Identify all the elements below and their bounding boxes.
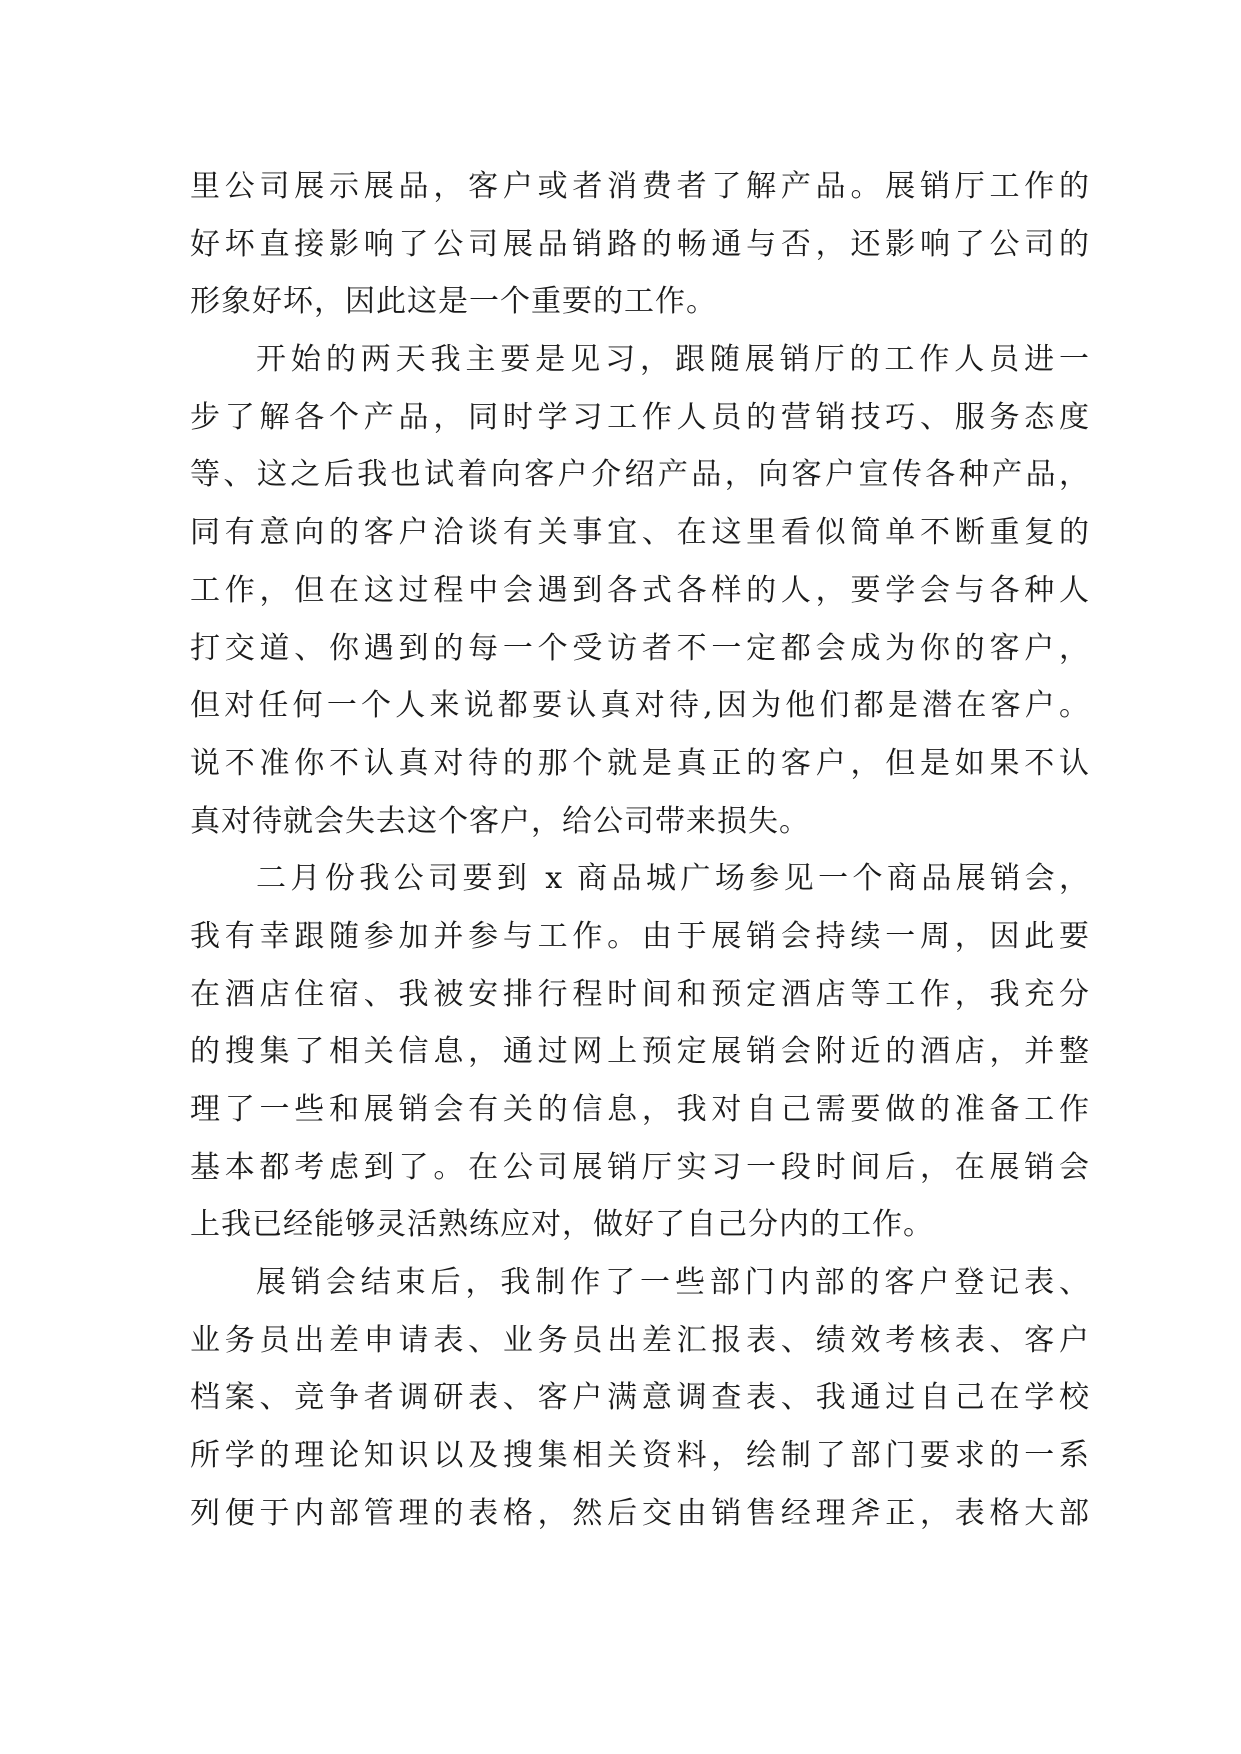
- text-line: 工作，但在这过程中会遇到各式各样的人，要学会与各种人: [190, 572, 1090, 608]
- text-line: 所学的理论知识以及搜集相关资料，绘制了部门要求的一系: [190, 1438, 1090, 1474]
- body-text: [190, 158, 1090, 1543]
- text-line: 我有幸跟随参加并参与工作。由于展销会持续一周，因此要: [190, 918, 1090, 954]
- text-line: 里公司展示展品，客户或者消费者了解产品。展销厅工作的: [190, 169, 1090, 204]
- text-line: 业务员出差申请表、业务员出差汇报表、绩效考核表、客户: [190, 1322, 1090, 1358]
- text-line: 上我已经能够灵活熟练应对，做好了自己分内的工作。: [190, 1207, 934, 1243]
- text-line: 二月份我公司要到 x 商品城广场参见一个商品展销会，: [256, 861, 1090, 897]
- text-line: 开始的两天我主要是见习，跟随展销厅的工作人员进一: [256, 342, 1090, 378]
- text-line: 等、这之后我也试着向客户介绍产品，向客户宣传各种产品，: [190, 457, 1090, 493]
- text-line: 打交道、你遇到的每一个受访者不一定都会成为你的客户，: [190, 630, 1090, 666]
- text-line: 的搜集了相关信息，通过网上预定展销会附近的酒店，并整: [190, 1034, 1090, 1070]
- text-line: 说不准你不认真对待的那个就是真正的客户，但是如果不认: [190, 745, 1090, 781]
- text-line: 同有意向的客户洽谈有关事宜、在这里看似简单不断重复的: [190, 515, 1090, 551]
- text-line: 列便于内部管理的表格，然后交由销售经理斧正，表格大部: [190, 1495, 1090, 1531]
- text-line: 展销会结束后，我制作了一些部门内部的客户登记表、: [256, 1265, 1090, 1301]
- text-line: 档案、竞争者调研表、客户满意调查表、我通过自己在学校: [190, 1380, 1090, 1416]
- text-line: 真对待就会失去这个客户，给公司带来损失。: [190, 803, 810, 839]
- text-line: 在酒店住宿、我被安排行程时间和预定酒店等工作，我充分: [190, 976, 1090, 1012]
- text-line: 好坏直接影响了公司展品销路的畅通与否，还影响了公司的: [190, 226, 1090, 262]
- text-line: 理了一些和展销会有关的信息，我对自己需要做的准备工作: [190, 1092, 1090, 1127]
- text-line: 步了解各个产品，同时学习工作人员的营销技巧、服务态度: [190, 399, 1090, 435]
- text-line: 形象好坏，因此这是一个重要的工作。: [190, 284, 717, 320]
- text-line: 但对任何一个人来说都要认真对待,因为他们都是潜在客户。: [190, 688, 1090, 724]
- text-line: 基本都考虑到了。在公司展销厅实习一段时间后，在展销会: [190, 1149, 1090, 1185]
